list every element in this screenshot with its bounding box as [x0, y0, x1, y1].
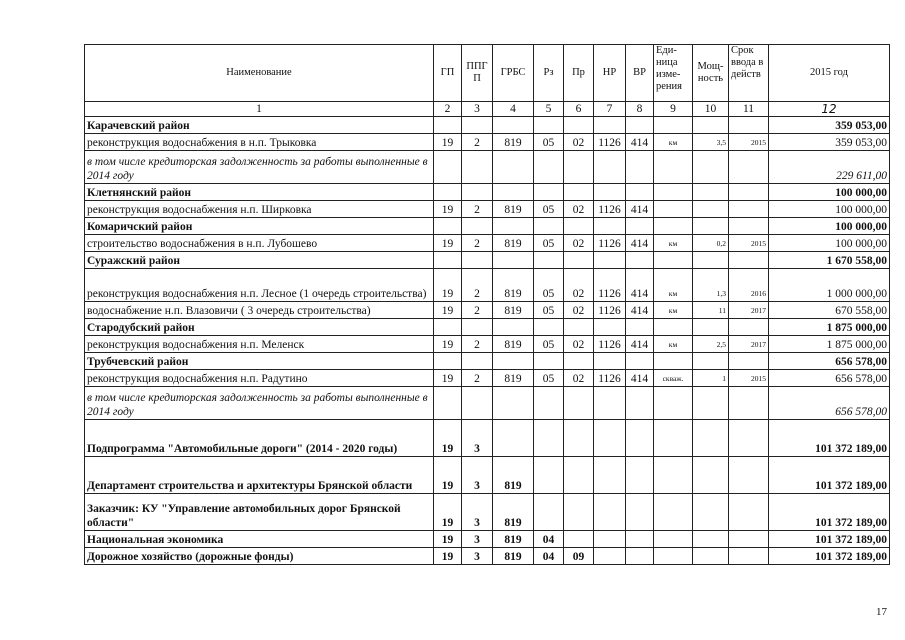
row-nr: 1126	[594, 336, 626, 353]
row-grbs	[493, 252, 534, 269]
row-amount: 1 670 558,00	[769, 252, 890, 269]
row-term	[729, 420, 769, 457]
row-gp: 19	[434, 531, 462, 548]
row-power: 1	[693, 370, 729, 387]
row-rz: 05	[534, 302, 564, 319]
row-pr	[564, 218, 594, 235]
row-unit	[654, 531, 693, 548]
row-nr	[594, 353, 626, 370]
table-row	[85, 235, 890, 252]
row-nr: 1126	[594, 235, 626, 252]
row-pgp: 3	[462, 548, 493, 565]
row-unit: скваж.	[654, 370, 693, 387]
row-power: 2,5	[693, 336, 729, 353]
row-vr: 414	[626, 269, 654, 302]
header-pr: Пр	[564, 45, 594, 102]
row-pgp	[462, 319, 493, 336]
header-name: Наименование	[85, 45, 434, 102]
row-grbs	[493, 319, 534, 336]
row-vr: 414	[626, 336, 654, 353]
row-amount: 100 000,00	[769, 184, 890, 201]
row-amount: 1 875 000,00	[769, 319, 890, 336]
row-name: Клетнянский район	[85, 184, 434, 201]
row-name: Суражский район	[85, 252, 434, 269]
row-rz	[534, 353, 564, 370]
row-gp: 19	[434, 420, 462, 457]
header-unit: Еди- ница изме- рения	[654, 45, 693, 102]
row-term	[729, 457, 769, 494]
col-number: 8	[626, 102, 654, 117]
page-number: 17	[876, 606, 887, 618]
table-row	[85, 319, 890, 336]
row-name: Трубчевский район	[85, 353, 434, 370]
row-amount: 229 611,00	[769, 151, 890, 184]
row-nr	[594, 387, 626, 420]
row-unit	[654, 353, 693, 370]
row-nr: 1126	[594, 370, 626, 387]
row-unit	[654, 184, 693, 201]
row-pgp: 3	[462, 494, 493, 531]
row-term: 2015	[729, 370, 769, 387]
col-number: 3	[462, 102, 493, 117]
row-grbs: 819	[493, 457, 534, 494]
row-rz: 05	[534, 336, 564, 353]
row-term: 2015	[729, 134, 769, 151]
row-gp	[434, 184, 462, 201]
header-year: 2015 год	[769, 45, 890, 102]
col-number: 10	[693, 102, 729, 117]
row-power	[693, 201, 729, 218]
row-unit: км	[654, 269, 693, 302]
row-amount: 101 372 189,00	[769, 494, 890, 531]
row-pr	[564, 420, 594, 457]
row-unit	[654, 457, 693, 494]
row-vr	[626, 184, 654, 201]
row-term	[729, 218, 769, 235]
row-vr	[626, 420, 654, 457]
row-name: в том числе кредиторская задолженность за работы выполненные в 2014 году	[85, 151, 434, 184]
row-pr: 02	[564, 235, 594, 252]
row-nr	[594, 420, 626, 457]
row-rz	[534, 184, 564, 201]
row-pgp	[462, 117, 493, 134]
table-row	[85, 494, 890, 531]
header-pgp: ППГ П	[462, 45, 493, 102]
row-power	[693, 494, 729, 531]
row-amount: 1 875 000,00	[769, 336, 890, 353]
row-pr: 02	[564, 269, 594, 302]
row-vr	[626, 353, 654, 370]
row-pgp	[462, 353, 493, 370]
row-power	[693, 531, 729, 548]
table-row	[85, 134, 890, 151]
row-pgp: 2	[462, 235, 493, 252]
row-pr	[564, 117, 594, 134]
row-vr	[626, 218, 654, 235]
row-vr	[626, 252, 654, 269]
row-gp	[434, 319, 462, 336]
row-pgp	[462, 387, 493, 420]
row-pgp	[462, 184, 493, 201]
table-row	[85, 531, 890, 548]
row-name: водоснабжение н.п. Влазовичи ( 3 очередь строительства)	[85, 302, 434, 319]
row-unit: км	[654, 235, 693, 252]
table-row	[85, 387, 890, 420]
row-grbs	[493, 184, 534, 201]
row-unit	[654, 420, 693, 457]
row-pr	[564, 387, 594, 420]
row-rz: 05	[534, 201, 564, 218]
row-name: Департамент строительства и архитектуры Брянской области	[85, 457, 434, 494]
row-amount: 100 000,00	[769, 218, 890, 235]
table-row	[85, 151, 890, 184]
row-power	[693, 420, 729, 457]
row-vr	[626, 151, 654, 184]
row-term	[729, 252, 769, 269]
table-row	[85, 184, 890, 201]
col-number: 9	[654, 102, 693, 117]
row-amount: 656 578,00	[769, 370, 890, 387]
row-vr: 414	[626, 235, 654, 252]
row-nr: 1126	[594, 201, 626, 218]
row-grbs: 819	[493, 134, 534, 151]
row-pgp: 2	[462, 302, 493, 319]
row-amount: 101 372 189,00	[769, 531, 890, 548]
row-name: реконструкция водоснабжения н.п. Радутино	[85, 370, 434, 387]
row-amount: 359 053,00	[769, 134, 890, 151]
row-pgp: 2	[462, 336, 493, 353]
header-term: Срок ввода в действ	[729, 45, 769, 102]
row-amount: 359 053,00	[769, 117, 890, 134]
row-pr: 02	[564, 336, 594, 353]
row-rz	[534, 420, 564, 457]
row-pr: 02	[564, 134, 594, 151]
row-unit	[654, 252, 693, 269]
row-nr	[594, 494, 626, 531]
row-unit	[654, 151, 693, 184]
row-amount: 100 000,00	[769, 235, 890, 252]
row-name: реконструкция водоснабжения в н.п. Трыковка	[85, 134, 434, 151]
row-gp: 19	[434, 336, 462, 353]
row-rz: 05	[534, 134, 564, 151]
row-grbs: 819	[493, 201, 534, 218]
row-pgp: 2	[462, 269, 493, 302]
row-power: 3,5	[693, 134, 729, 151]
table-row	[85, 370, 890, 387]
row-amount: 100 000,00	[769, 201, 890, 218]
row-grbs: 819	[493, 531, 534, 548]
row-name: Национальная экономика	[85, 531, 434, 548]
row-grbs	[493, 151, 534, 184]
row-grbs: 819	[493, 269, 534, 302]
col-number: 12	[769, 102, 890, 117]
row-pr	[564, 531, 594, 548]
row-unit: км	[654, 336, 693, 353]
row-term	[729, 531, 769, 548]
row-pr: 09	[564, 548, 594, 565]
row-power	[693, 151, 729, 184]
row-amount: 656 578,00	[769, 387, 890, 420]
row-gp: 19	[434, 201, 462, 218]
row-pr	[564, 319, 594, 336]
row-term	[729, 387, 769, 420]
row-grbs	[493, 218, 534, 235]
row-pr	[564, 184, 594, 201]
row-pgp: 2	[462, 370, 493, 387]
row-vr	[626, 117, 654, 134]
row-nr	[594, 184, 626, 201]
row-pr	[564, 151, 594, 184]
table-row	[85, 353, 890, 370]
row-pgp: 3	[462, 531, 493, 548]
row-rz	[534, 151, 564, 184]
table-row	[85, 548, 890, 565]
row-nr	[594, 319, 626, 336]
row-gp: 19	[434, 494, 462, 531]
row-term	[729, 319, 769, 336]
row-nr	[594, 252, 626, 269]
row-unit	[654, 387, 693, 420]
row-vr: 414	[626, 134, 654, 151]
row-gp	[434, 117, 462, 134]
row-power: 11	[693, 302, 729, 319]
row-unit: км	[654, 134, 693, 151]
row-rz: 05	[534, 269, 564, 302]
row-rz: 05	[534, 235, 564, 252]
row-vr	[626, 387, 654, 420]
table-row	[85, 218, 890, 235]
row-pgp: 2	[462, 134, 493, 151]
row-name: Комаричский район	[85, 218, 434, 235]
table-row	[85, 269, 890, 302]
row-gp: 19	[434, 457, 462, 494]
column-number-row	[85, 102, 890, 117]
row-power	[693, 252, 729, 269]
table-row	[85, 457, 890, 494]
row-rz	[534, 319, 564, 336]
row-grbs	[493, 353, 534, 370]
row-vr	[626, 457, 654, 494]
row-nr	[594, 151, 626, 184]
row-term	[729, 494, 769, 531]
budget-table	[84, 44, 890, 565]
row-amount: 1 000 000,00	[769, 269, 890, 302]
row-rz	[534, 117, 564, 134]
col-number: 11	[729, 102, 769, 117]
row-pgp: 2	[462, 201, 493, 218]
row-name: Подпрограмма "Автомобильные дороги" (2014 - 2020 годы)	[85, 420, 434, 457]
col-number: 1	[85, 102, 434, 117]
table-row	[85, 336, 890, 353]
row-power	[693, 117, 729, 134]
row-pgp: 3	[462, 457, 493, 494]
header-rz: Рз	[534, 45, 564, 102]
row-power	[693, 548, 729, 565]
row-unit: км	[654, 302, 693, 319]
header-gp: ГП	[434, 45, 462, 102]
row-name: Дорожное хозяйство (дорожные фонды)	[85, 548, 434, 565]
row-nr	[594, 218, 626, 235]
row-pgp	[462, 218, 493, 235]
row-term	[729, 151, 769, 184]
row-gp: 19	[434, 302, 462, 319]
row-rz: 04	[534, 531, 564, 548]
row-grbs: 819	[493, 370, 534, 387]
row-nr	[594, 548, 626, 565]
row-vr	[626, 494, 654, 531]
row-power	[693, 387, 729, 420]
row-term	[729, 117, 769, 134]
row-grbs: 819	[493, 235, 534, 252]
row-pr: 02	[564, 370, 594, 387]
row-term	[729, 201, 769, 218]
row-term	[729, 184, 769, 201]
row-gp	[434, 387, 462, 420]
row-gp	[434, 218, 462, 235]
row-name: Заказчик: КУ "Управление автомобильных дорог Брянской области"	[85, 494, 434, 531]
row-nr	[594, 531, 626, 548]
row-pr	[564, 353, 594, 370]
table-row	[85, 117, 890, 134]
row-pgp	[462, 151, 493, 184]
row-rz	[534, 218, 564, 235]
row-term: 2017	[729, 336, 769, 353]
table-row	[85, 201, 890, 218]
row-rz: 04	[534, 548, 564, 565]
row-name: Стародубский район	[85, 319, 434, 336]
row-nr	[594, 117, 626, 134]
row-power: 1,3	[693, 269, 729, 302]
row-pr	[564, 252, 594, 269]
row-power	[693, 319, 729, 336]
col-number: 7	[594, 102, 626, 117]
row-grbs	[493, 420, 534, 457]
row-grbs: 819	[493, 302, 534, 319]
row-gp: 19	[434, 235, 462, 252]
table-row	[85, 420, 890, 457]
row-amount: 670 558,00	[769, 302, 890, 319]
row-gp	[434, 353, 462, 370]
row-pgp: 3	[462, 420, 493, 457]
row-grbs	[493, 117, 534, 134]
row-grbs: 819	[493, 548, 534, 565]
row-gp: 19	[434, 134, 462, 151]
row-rz	[534, 494, 564, 531]
col-number: 2	[434, 102, 462, 117]
row-pr: 02	[564, 201, 594, 218]
row-gp: 19	[434, 370, 462, 387]
row-term	[729, 353, 769, 370]
row-name: Карачевский район	[85, 117, 434, 134]
row-power	[693, 457, 729, 494]
row-rz	[534, 387, 564, 420]
col-number: 5	[534, 102, 564, 117]
row-power	[693, 218, 729, 235]
row-term: 2016	[729, 269, 769, 302]
header-power: Мощ- ность	[693, 45, 729, 102]
row-term	[729, 548, 769, 565]
row-nr: 1126	[594, 269, 626, 302]
row-nr	[594, 457, 626, 494]
table-row	[85, 252, 890, 269]
row-amount: 101 372 189,00	[769, 420, 890, 457]
row-vr	[626, 319, 654, 336]
row-grbs	[493, 387, 534, 420]
row-pr	[564, 494, 594, 531]
header-vr: ВР	[626, 45, 654, 102]
row-power: 0,2	[693, 235, 729, 252]
row-rz	[534, 252, 564, 269]
row-rz: 05	[534, 370, 564, 387]
row-rz	[534, 457, 564, 494]
row-vr	[626, 531, 654, 548]
row-term: 2015	[729, 235, 769, 252]
row-nr: 1126	[594, 134, 626, 151]
row-name: в том числе кредиторская задолженность за работы выполненные в 2014 году	[85, 387, 434, 420]
col-number: 6	[564, 102, 594, 117]
row-power	[693, 184, 729, 201]
row-amount: 656 578,00	[769, 353, 890, 370]
row-gp	[434, 151, 462, 184]
row-unit	[654, 117, 693, 134]
row-unit	[654, 319, 693, 336]
header-grbs: ГРБС	[493, 45, 534, 102]
row-amount: 101 372 189,00	[769, 457, 890, 494]
row-name: реконструкция водоснабжения н.п. Ширковка	[85, 201, 434, 218]
row-unit	[654, 218, 693, 235]
row-nr: 1126	[594, 302, 626, 319]
header-row	[85, 45, 890, 102]
row-unit	[654, 548, 693, 565]
row-unit	[654, 494, 693, 531]
row-grbs: 819	[493, 494, 534, 531]
row-vr: 414	[626, 201, 654, 218]
row-grbs: 819	[493, 336, 534, 353]
row-name: реконструкция водоснабжения н.п. Меленск	[85, 336, 434, 353]
row-pr: 02	[564, 302, 594, 319]
row-pr	[564, 457, 594, 494]
table-row	[85, 302, 890, 319]
row-gp	[434, 252, 462, 269]
row-vr: 414	[626, 370, 654, 387]
row-name: реконструкция водоснабжения н.п. Лесное (1 очередь строительства)	[85, 269, 434, 302]
row-pgp	[462, 252, 493, 269]
row-term: 2017	[729, 302, 769, 319]
row-gp: 19	[434, 269, 462, 302]
row-amount: 101 372 189,00	[769, 548, 890, 565]
header-nr: НР	[594, 45, 626, 102]
row-power	[693, 353, 729, 370]
row-unit	[654, 201, 693, 218]
row-vr: 414	[626, 302, 654, 319]
row-name: строительство водоснабжения в н.п. Лубошево	[85, 235, 434, 252]
col-number: 4	[493, 102, 534, 117]
row-vr	[626, 548, 654, 565]
row-gp: 19	[434, 548, 462, 565]
